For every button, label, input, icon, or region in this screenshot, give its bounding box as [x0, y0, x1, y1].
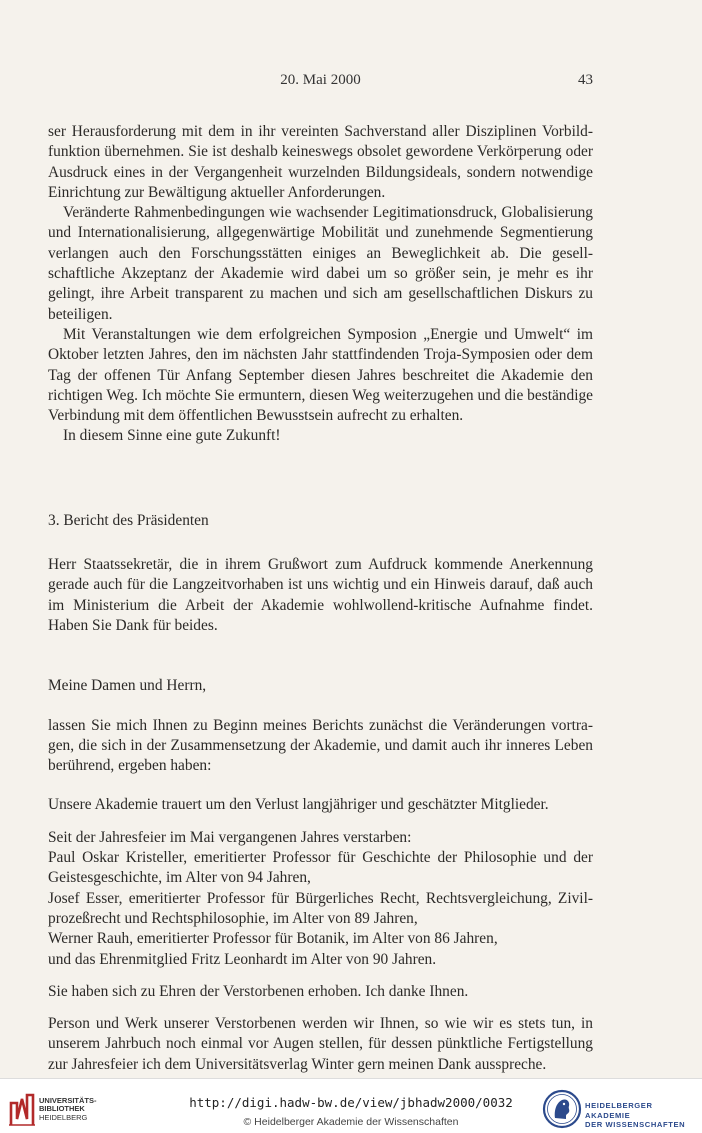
header-date: 20. Mai 2000 [280, 72, 361, 88]
paragraph-9: Person und Werk unserer Verstorbenen werden wir Ihnen, so wie wir es stets tun, in unserem Jahrbuch noch einmal vor Augen stellen, für dessen pünktliche Fertigstellung zur Jahresfeier ich dem Universitätsverlag Winter gern meinen Dank ausspreche. [48, 1015, 593, 1073]
page-number: 43 [578, 72, 593, 88]
body-text [48, 122, 593, 1075]
paragraph-6: lassen Sie mich Ihnen zu Beginn meines Berichts zunächst die Veränderungen vortragen, die sich in der Zusammensetzung der Akademie, und damit auch ihr inneres Leben berührend, ergeben haben: [48, 716, 593, 775]
permalink-url[interactable]: http://digi.hadw-bw.de/view/jbhadw2000/0032 [189, 1095, 513, 1110]
paragraph-8: Sie haben sich zu Ehren der Verstorbenen erhoben. Ich danke Ihnen. [48, 982, 469, 1000]
digitization-footer [0, 1078, 702, 1133]
salutation: Meine Damen und Herrn, [48, 677, 207, 695]
paragraph-7: Unsere Akademie trauert um den Verlust langjähriger und geschätzter Mitglieder. [48, 796, 549, 814]
paragraph-4: In diesem Sinne eine gute Zukunft! [63, 427, 281, 445]
ub-line-3: HEIDELBERG [39, 1112, 88, 1122]
paragraph-1: ser Herausforderung mit dem in ihr vereinten Sachverstand aller Disziplinen Vorbildfunktion übernehmen. Sie ist deshalb keineswegs obsolet gewordene Verkörperung oder Ausdruck eines in der Vergangenheit wurzelnden Bildungsideals, sondern notwendige Einrichtung zur Bewältigung aktueller Anforderungen. [48, 123, 593, 201]
list-item: Werner Rauh, emeritierter Professor für Botanik, im Alter von 86 Jahren, [48, 930, 498, 948]
paragraph-5: Herr Staatssekretär, die in ihrem Grußwort zum Aufdruck kommende Anerkennung gerade auch für die Langzeitvorhaben ist uns wichtig und ein Hinweis darauf, daß auch im Ministerium die Arbeit der Akademie wohlwollend-kritische Aufnahme findet. Haben Sie Dank für beides. [48, 556, 593, 634]
paragraph-2: Veränderte Rahmenbedingungen wie wachsender Legitimationsdruck, Globalisierung und Internationalisierung, allgegenwärtige Mobilität und zunehmende Segmentierung verlangen auch den Forschungsstätten einiges an Beweglichkeit ab. Die gesellschaftliche Akzeptanz der Akademie wird dabei um so größer sein, je mehr es ihr gelingt, ihre Arbeit transparent zu machen und sich am gesellschaftlichen Diskurs zu beteiligen. [48, 204, 593, 323]
deceased-list [48, 848, 593, 970]
hadw-logo[interactable] [542, 1089, 698, 1129]
copyright-notice: © Heidelberger Akademie der Wissenschaften [243, 1116, 459, 1128]
hadw-line-1: HEIDELBERGER AKADEMIE [585, 1101, 653, 1120]
hadw-logo-text [585, 1101, 698, 1130]
paragraph-3: Mit Veranstaltungen wie dem erfolgreichen Symposion „Energie und Umwelt“ im Oktober letzten Jahres, den im nächsten Jahr stattfindenden Troja-Symposien oder dem Tag der offenen Tür Anfang September diesen Jahres beschreitet die Akademie den richtigen Weg. Ich möchte Sie ermuntern, diesen Weg weiterzugehen und die beständige Verbindung mit dem öffentlichen Bewusstsein aufrecht zu erhalten. [48, 325, 593, 425]
list-intro: Seit der Jahresfeier im Mai vergangenen Jahres verstarben: [48, 828, 412, 846]
hadw-seal-icon [542, 1089, 582, 1129]
section-heading: 3. Bericht des Präsidenten [48, 511, 209, 529]
running-head [48, 72, 593, 92]
list-item: Paul Oskar Kristeller, emeritierter Professor für Geschichte der Philosophie und der Geistesgeschichte, im Alter von 94 Jahren, [48, 849, 593, 887]
hadw-line-2: DER WISSENSCHAFTEN [585, 1120, 686, 1129]
ub-line-2: BIBLIOTHEK [39, 1104, 85, 1114]
ub-line-1: UNIVERSITÄTS- [39, 1096, 97, 1105]
list-item: und das Ehrenmitglied Fritz Leonhardt im Alter von 90 Jahren. [48, 950, 437, 968]
list-item: Josef Esser, emeritierter Professor für Bürgerliches Recht, Rechtsvergleichung, Zivilprozeßrecht und Rechtsphilosophie, im Alter von 89 Jahren, [48, 889, 593, 927]
